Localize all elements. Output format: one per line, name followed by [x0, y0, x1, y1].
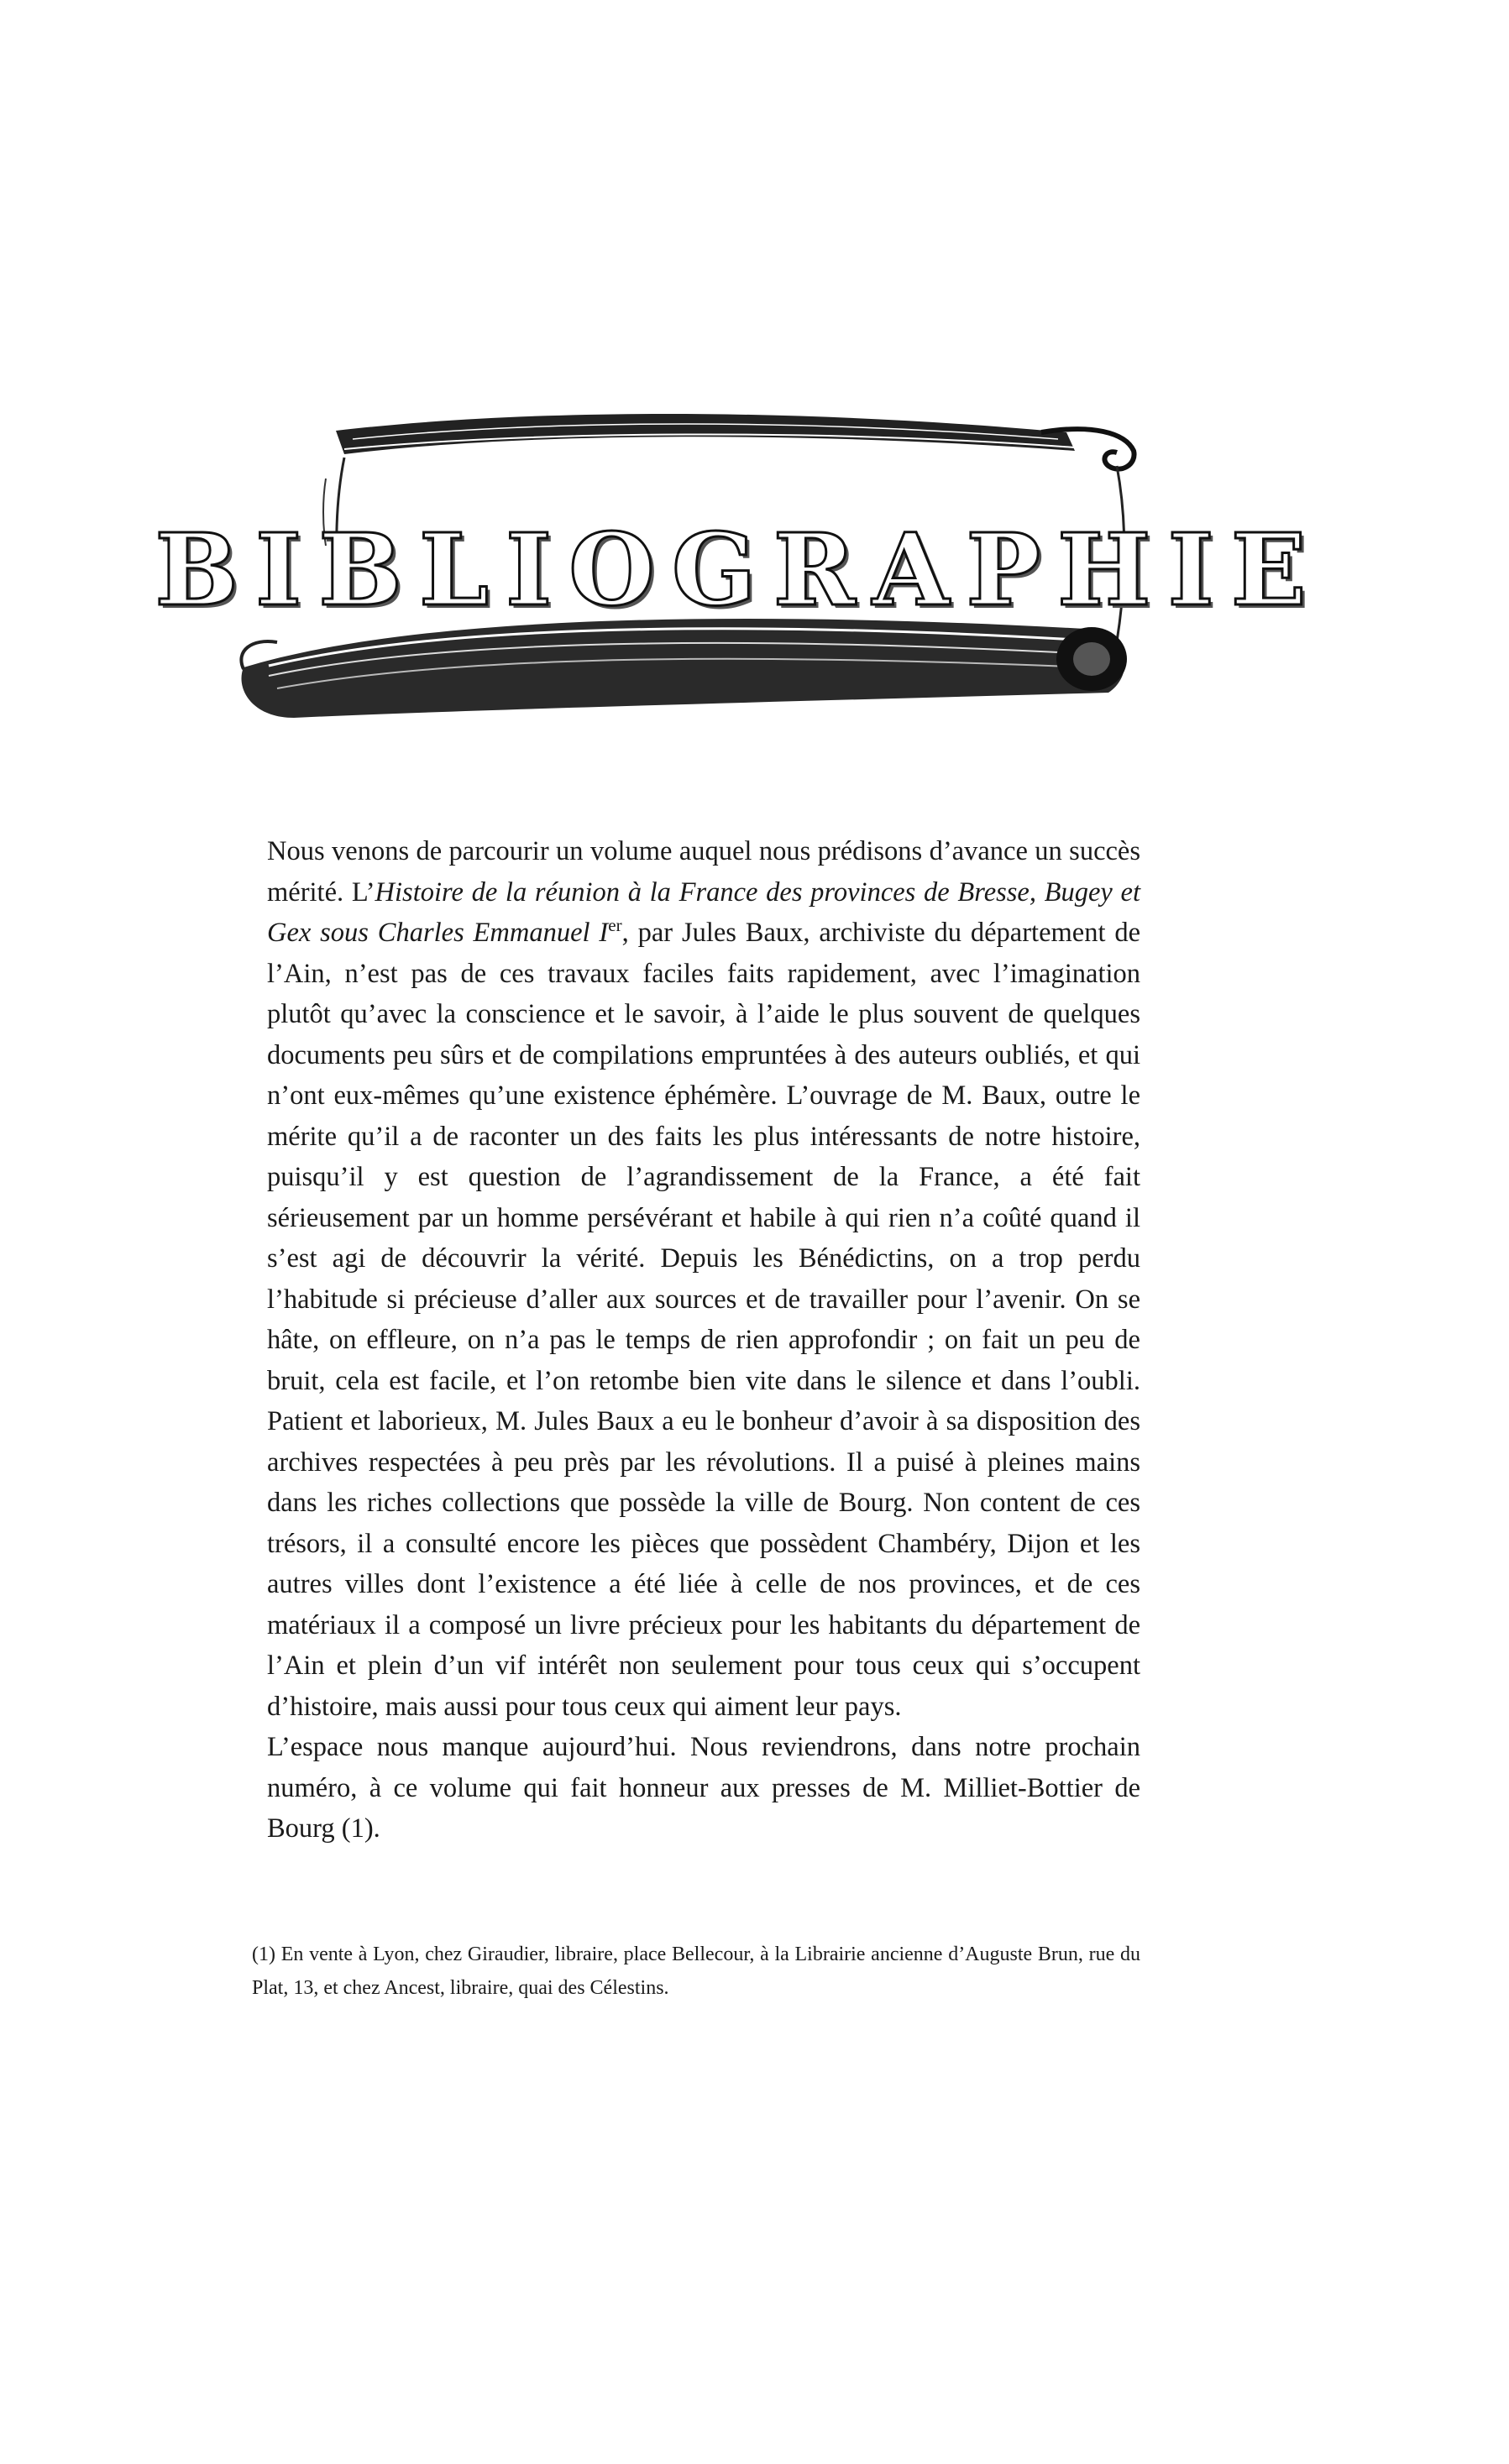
bibliographie-banner: [155, 399, 1323, 751]
banner-title: BIBLIOGRAPHIE: [155, 510, 1323, 628]
p1-sentence-1: Nous venons de parcourir un volume auquel nous prédisons d’avance un succès mérité.: [267, 836, 1140, 908]
footnote: [252, 1938, 1140, 2005]
p1-lead: L’: [351, 876, 375, 908]
paragraph-1: [267, 831, 1140, 1727]
article-body: [267, 831, 1140, 1849]
p1-rest: , par Jules Baux, archiviste du département de l’Ain, n’est pas de ces travaux faciles faits rapidement, avec l’imagination plutôt qu’avec la conscience et le savoir, à l’aide le plus souvent de quelques documents peu sûrs et de compilations empruntées à des auteurs oubliés, et qui n’ont eux-mêmes qu’une existence éphémère. L’ouvrage de M. Baux, outre le mérite qu’il a de raconter un des faits les plus intéressants de notre histoire, puisqu’il y est question de l’agrandissement de la France, a été fait sérieusement par un homme persévérant et habile à qui rien n’a coûté quand il s’est agi de découvrir la vérité. Depuis les Bénédictins, on a trop perdu l’habitude si précieuse d’aller aux sources et de travailler pour l’avenir. On se hâte, on effleure, on n’a pas le temps de rien approfondir ; on fait un peu de bruit, cela est facile, et l’on retombe bien vite dans le silence et dans l’oubli. Patient et laborieux, M. Jules Baux a eu le bonheur d’avoir à sa disposition des archives respectées à peu près par les révolutions. Il a puisé à pleines mains dans les riches collections que possède la ville de Bourg. Non content de ces trésors, il a consulté encore les pièces que possèdent Chambéry, Dijon et les autres villes dont l’existence a été liée à celle de nos provinces, et de ces matériaux il a composé un livre précieux pour les habitants du département de l’Ain et plein d’un vif intérêt non seulement pour tous ceux qui s’occupent d’histoire, mais aussi pour tous ceux qui aiment leur pays.: [267, 918, 1140, 1722]
book-title-superscript: er: [608, 915, 622, 936]
paragraph-2: L’espace nous manque aujourd’hui. Nous reviendrons, dans notre prochain numéro, à ce volume qui fait honneur aux presses de M. Milliet-Bottier de Bourg (1).: [267, 1732, 1140, 1844]
footnote-text: (1) En vente à Lyon, chez Giraudier, libraire, place Bellecour, à la Librairie ancienne d’Auguste Brun, rue du Plat, 13, et chez Ancest, libraire, quai des Célestins.: [252, 1943, 1140, 1999]
book-title: Histoire de la réunion à la France des provinces de Bresse, Bugey et Gex sous Charles Emmanuel I: [267, 876, 1141, 948]
